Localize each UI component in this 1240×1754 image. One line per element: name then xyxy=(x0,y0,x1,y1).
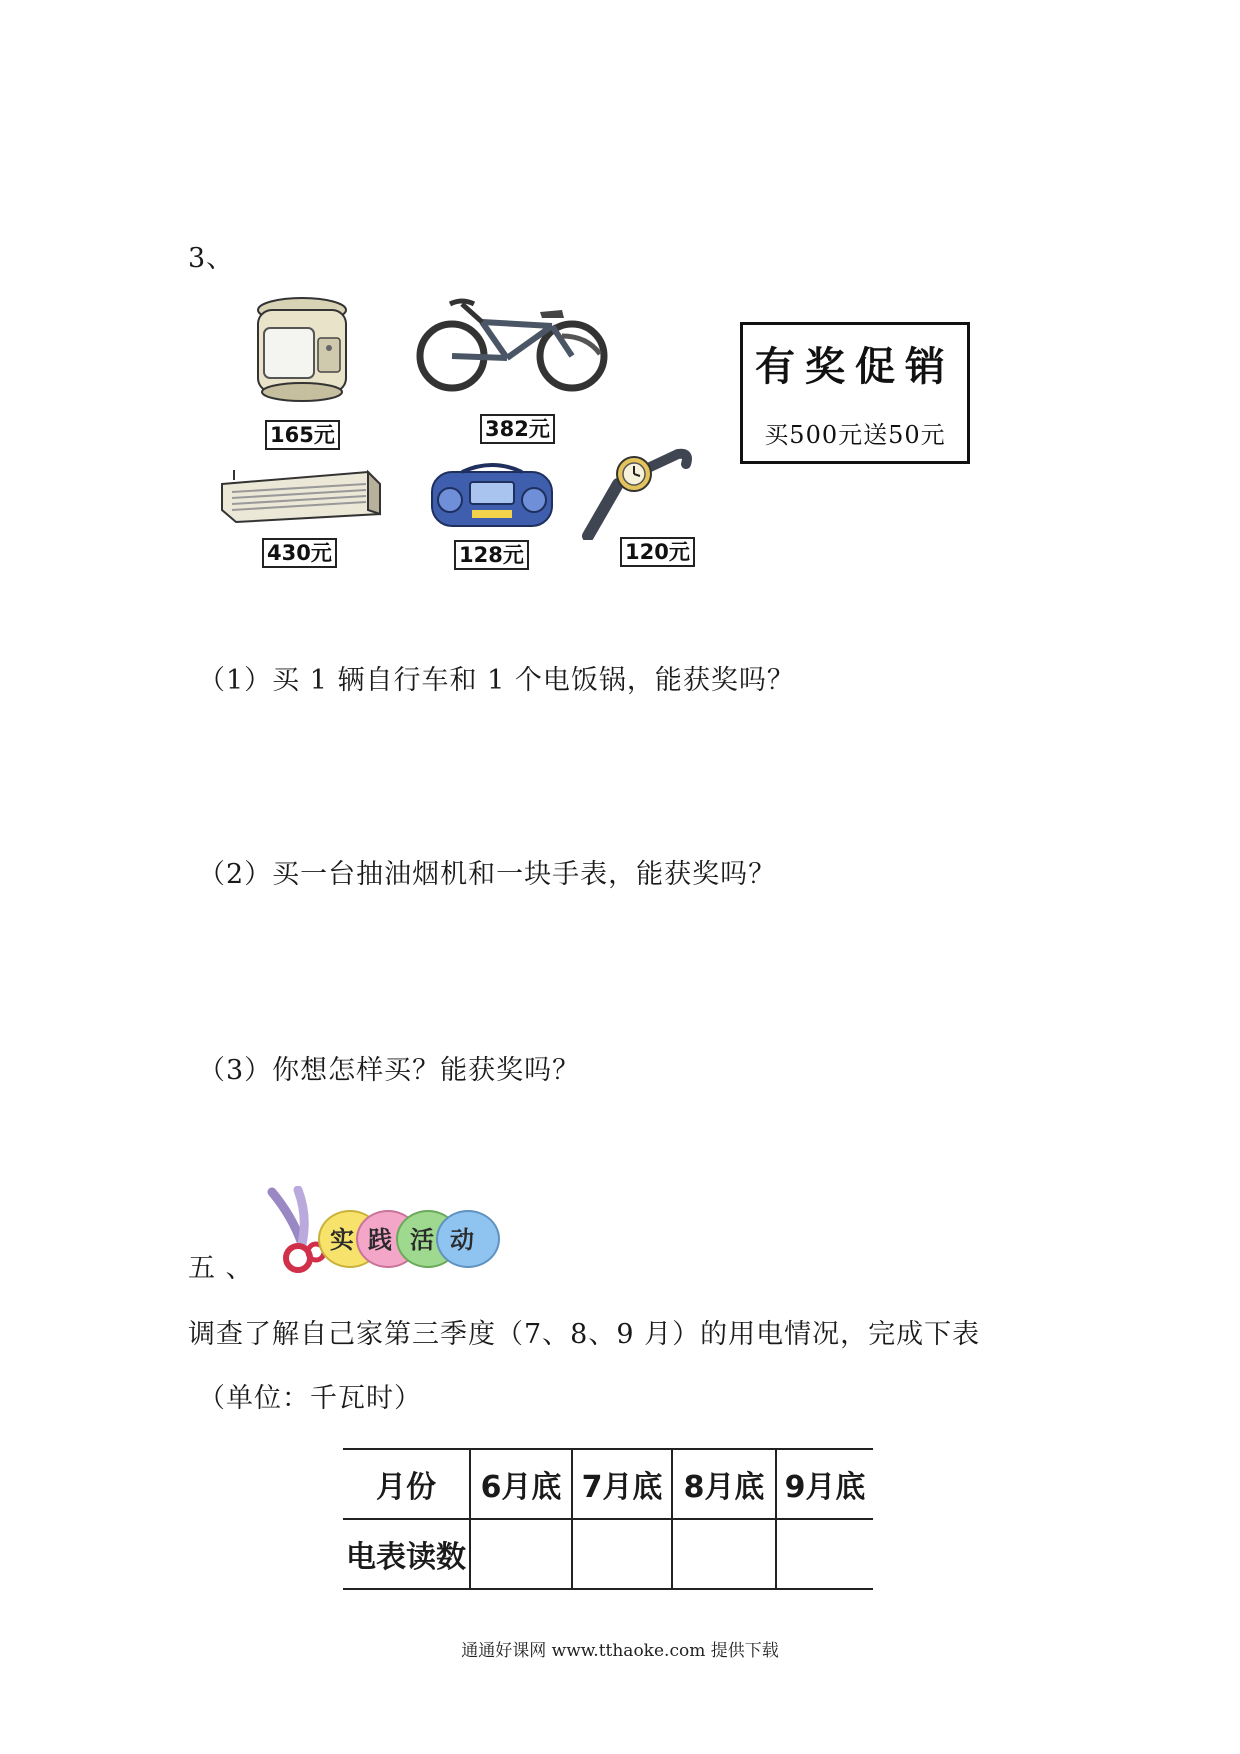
rice-cooker-icon xyxy=(246,296,358,408)
table-row xyxy=(343,1519,873,1589)
radio-icon xyxy=(426,460,558,534)
unit-text: （单位：千瓦时） xyxy=(198,1383,422,1414)
banner-char: 动 xyxy=(450,1226,474,1254)
price-tag: 120元 xyxy=(620,537,695,567)
range-hood-icon xyxy=(218,462,384,528)
price-tag: 430元 xyxy=(262,538,337,568)
banner-char: 活 xyxy=(410,1226,434,1254)
banner-char: 践 xyxy=(368,1226,392,1254)
instruction-text: 调查了解自己家第三季度（7、8、9 月）的用电情况，完成下表 xyxy=(188,1319,981,1350)
question-3: （3）你想怎样买？能获奖吗？ xyxy=(198,1055,581,1086)
price-tag: 382元 xyxy=(480,414,555,444)
table-header-cell: 6月底 xyxy=(470,1449,572,1519)
table-cell[interactable] xyxy=(672,1519,776,1589)
table-cell[interactable] xyxy=(470,1519,572,1589)
price-tag: 128元 xyxy=(454,540,529,570)
electricity-table xyxy=(343,1448,873,1590)
table-cell[interactable] xyxy=(572,1519,672,1589)
bicycle-icon xyxy=(412,296,612,396)
table-header-cell: 月份 xyxy=(343,1449,470,1519)
promotion-box xyxy=(740,322,970,464)
watch-icon xyxy=(578,440,694,540)
banner-char: 实 xyxy=(330,1226,354,1254)
price-tag: 165元 xyxy=(265,420,340,450)
question-1: （1）买 1 辆自行车和 1 个电饭锅，能获奖吗？ xyxy=(198,665,795,696)
table-header-cell: 8月底 xyxy=(672,1449,776,1519)
table-header-row xyxy=(343,1449,873,1519)
table-header-cell: 9月底 xyxy=(776,1449,873,1519)
promotion-subtitle: 买500元送50元 xyxy=(764,421,946,449)
question-2: （2）买一台抽油烟机和一块手表，能获奖吗？ xyxy=(198,859,777,890)
table-cell[interactable] xyxy=(776,1519,873,1589)
page-footer: 通通好课网 www.tthaoke.com 提供下载 xyxy=(461,1641,779,1661)
table-header-cell: 7月底 xyxy=(572,1449,672,1519)
table-row-label: 电表读数 xyxy=(343,1519,470,1589)
question-number: 3、 xyxy=(188,243,235,274)
section-number: 五 、 xyxy=(188,1253,254,1284)
promotion-title: 有奖促销 xyxy=(755,344,955,390)
